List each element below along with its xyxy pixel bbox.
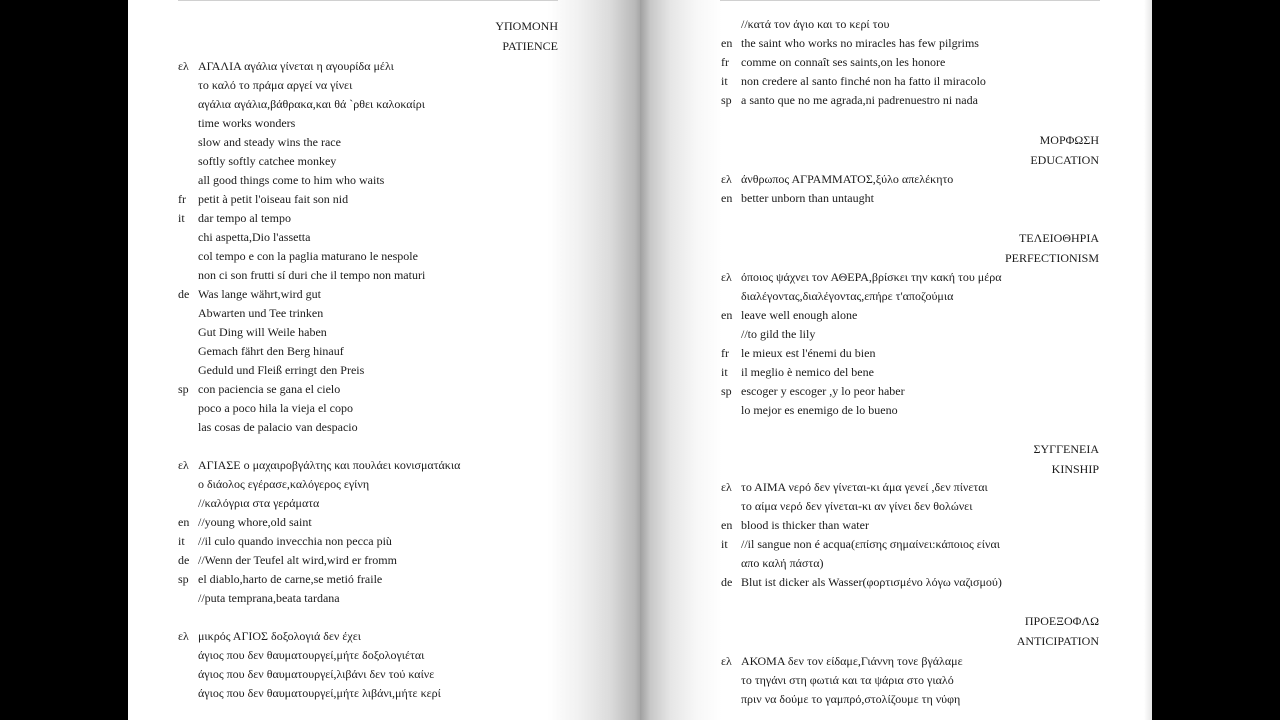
proverb-line: [721, 497, 1099, 516]
language-code: sp: [721, 384, 732, 398]
proverb-text: άγιος που δεν θαυματουργεί,μήτε λιβάνι,μήτε κερί: [198, 686, 441, 700]
language-code: ελ: [721, 270, 732, 284]
language-code: ελ: [178, 629, 189, 643]
proverb-text: ο διάολος εγέρασε,καλόγερος εγίνη: [198, 477, 370, 491]
proverb-text: //καλόγρια στα γεράματα: [198, 496, 320, 510]
proverb-line: [721, 72, 1099, 91]
proverb-line: [178, 532, 558, 551]
proverb-line: [721, 690, 1099, 709]
heading-greek: ΣΥΓΓΕΝΕΙΑ: [1033, 442, 1099, 456]
proverb-line: [178, 171, 558, 190]
proverb-text: con paciencia se gana el cielo: [198, 382, 341, 396]
heading-english: PERFECTIONISM: [1004, 251, 1099, 265]
proverb-text: better unborn than untaught: [741, 191, 874, 205]
proverb-text: Geduld und Fleiß erringt den Preis: [198, 363, 365, 377]
proverb-text: Blut ist dicker als Wasser(φορτισμένο λόγω ναζισμού): [741, 575, 1002, 589]
proverb-section: [721, 170, 1099, 208]
proverb-text: non credere al santo finché non ha fatto il miracolo: [741, 74, 986, 88]
proverb-line: [178, 323, 558, 342]
proverb-line: [178, 190, 558, 209]
proverb-text: dar tempo al tempo: [198, 211, 291, 225]
language-code: en: [721, 308, 733, 322]
proverb-text: chi aspetta,Dio l'assetta: [198, 230, 311, 244]
proverb-line: [178, 494, 558, 513]
proverb-section: [721, 15, 1099, 110]
proverb-line: [721, 363, 1099, 382]
proverb-text: ΑΓΑΛΙΑ αγάλια γίνεται η αγουρίδα μέλι: [198, 59, 394, 73]
language-code: ελ: [721, 654, 732, 668]
proverb-line: [721, 306, 1099, 325]
heading-greek: ΜΟΡΦΩΣΗ: [1039, 133, 1099, 147]
language-code: de: [178, 287, 190, 301]
proverb-line: [178, 209, 558, 228]
proverb-line: [178, 361, 558, 380]
proverb-line: [721, 382, 1099, 401]
proverb-line: [721, 34, 1099, 53]
proverb-line: [721, 91, 1099, 110]
proverb-line: [178, 570, 558, 589]
language-code: sp: [721, 93, 732, 107]
proverb-text: comme on connaît ses saints,on les honore: [741, 55, 946, 69]
heading-english: ANTICIPATION: [1016, 634, 1099, 648]
language-code: de: [721, 575, 733, 589]
proverb-text: Was lange währt,wird gut: [198, 287, 321, 301]
heading-english: EDUCATION: [1030, 153, 1099, 167]
proverb-line: [178, 57, 558, 76]
proverb-line: [178, 684, 558, 703]
proverb-line: [721, 573, 1099, 592]
top-rule: [178, 0, 558, 1]
proverb-line: [178, 133, 558, 152]
heading-greek: ΤΕΛΕΙΟΘΗΡΙΑ: [1018, 231, 1099, 245]
language-code: sp: [178, 572, 189, 586]
proverb-line: [178, 399, 558, 418]
language-code: ελ: [178, 458, 189, 472]
proverb-text: time works wonders: [198, 116, 296, 130]
proverb-text: //puta temprana,beata tardana: [198, 591, 340, 605]
proverb-line: [721, 53, 1099, 72]
proverb-text: άγιος που δεν θαυματουργεί,λιβάνι δεν τού καίνε: [198, 667, 435, 681]
heading-english: PATIENCE: [502, 39, 558, 53]
proverb-text: le mieux est l'énemi du bien: [741, 346, 876, 360]
language-code: ελ: [721, 172, 732, 186]
language-code: en: [721, 191, 733, 205]
proverb-text: πριν να δούμε το γαμπρό,στολίζουμε τη νύφη: [741, 692, 961, 706]
proverb-text: el diablo,harto de carne,se metió fraile: [198, 572, 383, 586]
proverb-line: [178, 456, 558, 475]
proverb-line: [178, 646, 558, 665]
proverb-line: [721, 652, 1099, 671]
proverb-text: //κατά τον άγιο και το κερί του: [741, 17, 890, 31]
proverb-line: [178, 418, 558, 437]
heading-greek: ΥΠΟΜΟΝΗ: [495, 19, 558, 33]
proverb-line: [721, 401, 1099, 420]
proverb-section: [178, 456, 558, 608]
proverb-text: all good things come to him who waits: [198, 173, 385, 187]
proverb-text: το καλό το πράμα αργεί να γίνει: [198, 78, 353, 92]
proverb-line: [721, 344, 1099, 363]
language-code: it: [721, 537, 728, 551]
proverb-text: το τηγάνι στη φωτιά και τα ψάρια στο γιαλό: [741, 673, 954, 687]
language-code: de: [178, 553, 190, 567]
proverb-text: a santo que no me agrada,ni padrenuestro ni nada: [741, 93, 978, 107]
proverb-line: [721, 15, 1099, 34]
proverb-line: [178, 589, 558, 608]
proverb-text: //to gild the lily: [741, 327, 816, 341]
proverb-line: [721, 478, 1099, 497]
proverb-line: [178, 266, 558, 285]
proverb-line: [178, 513, 558, 532]
proverb-text: las cosas de palacio van despacio: [198, 420, 358, 434]
language-code: ελ: [178, 59, 189, 73]
language-code: ελ: [721, 480, 732, 494]
proverb-line: [178, 551, 558, 570]
heading-patience: [178, 16, 558, 56]
proverb-text: non ci son frutti sí duri che il tempo non maturi: [198, 268, 426, 282]
proverb-text: ΑΓΙΑΣΕ ο μαχαιροβγάλτης και πουλάει κονισματάκια: [198, 458, 461, 472]
language-code: en: [178, 515, 190, 529]
proverb-text: //Wenn der Teufel alt wird,wird er fromm: [198, 553, 397, 567]
proverb-line: [178, 76, 558, 95]
proverb-text: απο καλή πάστα): [741, 556, 824, 570]
proverb-section: [721, 478, 1099, 592]
proverb-line: [721, 170, 1099, 189]
proverb-section: [721, 268, 1099, 420]
proverb-line: [178, 228, 558, 247]
proverb-text: poco a poco hila la vieja el copo: [198, 401, 353, 415]
proverb-line: [721, 516, 1099, 535]
proverb-text: lo mejor es enemigo de lo bueno: [741, 403, 898, 417]
language-code: en: [721, 518, 733, 532]
proverb-line: [178, 665, 558, 684]
proverb-text: αγάλια αγάλια,βάθρακα,και θά `ρθει καλοκαίρι: [198, 97, 425, 111]
proverb-text: escoger y escoger ,y lo peor haber: [741, 384, 905, 398]
proverb-text: petit à petit l'oiseau fait son nid: [198, 192, 349, 206]
proverb-section: [178, 627, 558, 703]
proverb-text: il meglio è nemico del bene: [741, 365, 874, 379]
language-code: en: [721, 36, 733, 50]
proverb-line: [721, 268, 1099, 287]
heading-greek: ΠΡΟΕΞΟΦΛΩ: [1024, 614, 1099, 628]
proverb-line: [178, 247, 558, 266]
heading-perfectionism: [721, 228, 1099, 268]
proverb-section: [721, 652, 1099, 709]
left-page: [128, 0, 640, 720]
proverb-line: [178, 627, 558, 646]
language-code: fr: [721, 55, 729, 69]
proverb-line: [178, 304, 558, 323]
proverb-text: the saint who works no miracles has few pilgrims: [741, 36, 979, 50]
proverb-text: Gemach fährt den Berg hinauf: [198, 344, 344, 358]
proverb-line: [178, 95, 558, 114]
proverb-text: όποιος ψάχνει τον ΑΘΕΡΑ,βρίσκει την κακή του μέρα: [741, 270, 1002, 284]
proverb-line: [178, 475, 558, 494]
right-page: [640, 0, 1152, 720]
heading-english: KINSHIP: [1051, 462, 1099, 476]
proverb-text: softly softly catchee monkey: [198, 154, 337, 168]
proverb-section: [178, 57, 558, 437]
top-rule: [720, 0, 1100, 1]
language-code: fr: [178, 192, 186, 206]
proverb-text: leave well enough alone: [741, 308, 858, 322]
proverb-line: [178, 342, 558, 361]
proverb-text: //il culo quando invecchia non pecca più: [198, 534, 392, 548]
proverb-line: [721, 325, 1099, 344]
proverb-line: [178, 285, 558, 304]
proverb-line: [721, 287, 1099, 306]
proverb-line: [721, 535, 1099, 554]
proverb-text: διαλέγοντας,διαλέγοντας,επήρε τ'αποζούμια: [741, 289, 954, 303]
proverb-text: //il sangue non é acqua(επίσης σημαίνει:κάποιος είναι: [741, 537, 1000, 551]
heading-education: [721, 130, 1099, 170]
language-code: it: [178, 534, 185, 548]
proverb-text: Abwarten und Tee trinken: [198, 306, 324, 320]
language-code: sp: [178, 382, 189, 396]
proverb-text: Gut Ding will Weile haben: [198, 325, 327, 339]
proverb-line: [178, 152, 558, 171]
language-code: it: [178, 211, 185, 225]
proverb-text: slow and steady wins the race: [198, 135, 341, 149]
proverb-text: το αίμα νερό δεν γίνεται-κι αν γίνει δεν θολώνει: [741, 499, 973, 513]
language-code: it: [721, 365, 728, 379]
proverb-text: το ΑΙΜΑ νερό δεν γίνεται-κι άμα γενεί ,δεν πίνεται: [741, 480, 988, 494]
proverb-text: μικρός ΑΓΙΟΣ δοξολογιά δεν έχει: [198, 629, 361, 643]
proverb-text: col tempo e con la paglia maturano le nespole: [198, 249, 418, 263]
proverb-line: [721, 554, 1099, 573]
proverb-text: //young whore,old saint: [198, 515, 312, 529]
language-code: fr: [721, 346, 729, 360]
heading-anticipation: [721, 611, 1099, 651]
proverb-text: άγιος που δεν θαυματουργεί,μήτε δοξολογιέται: [198, 648, 425, 662]
proverb-text: ΑΚΟΜΑ δεν τον είδαμε,Γιάννη τονε βγάλαμε: [741, 654, 963, 668]
language-code: it: [721, 74, 728, 88]
proverb-line: [721, 671, 1099, 690]
heading-kinship: [721, 439, 1099, 479]
proverb-line: [178, 380, 558, 399]
proverb-line: [178, 114, 558, 133]
proverb-text: blood is thicker than water: [741, 518, 869, 532]
proverb-text: άνθρωπος ΑΓΡΑΜΜΑΤΟΣ,ξύλο απελέκητο: [741, 172, 954, 186]
proverb-line: [721, 189, 1099, 208]
